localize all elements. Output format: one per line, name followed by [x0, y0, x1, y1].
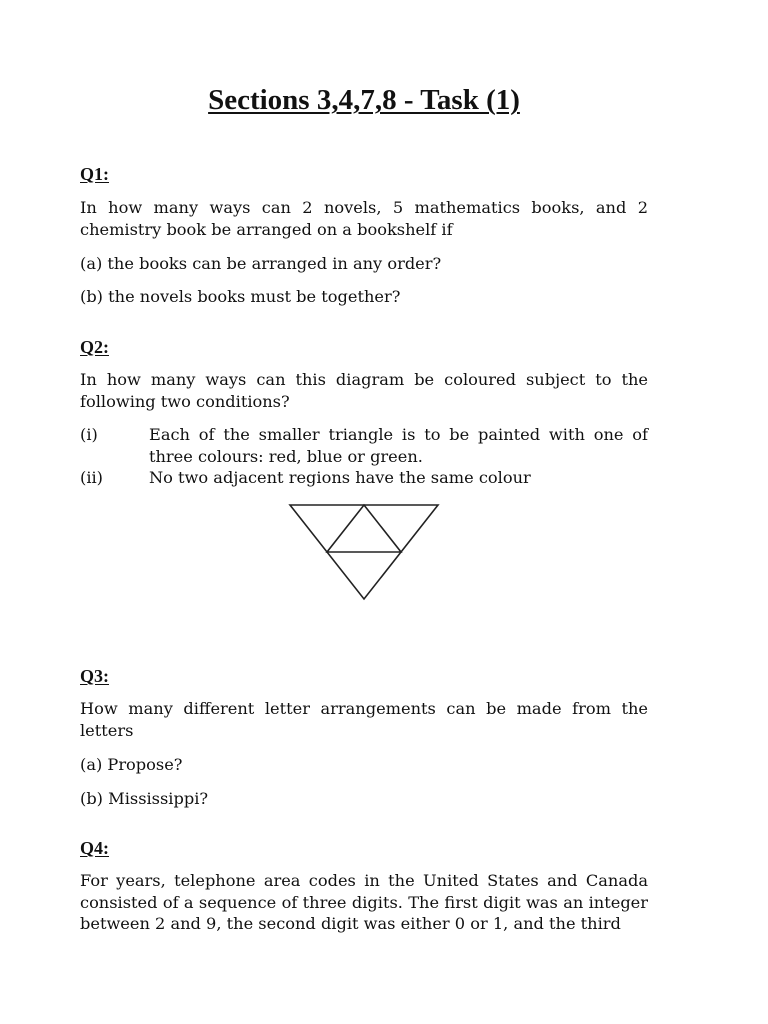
- question-3-part-a: (a) Propose?: [80, 755, 183, 774]
- condition-1-text: Each of the smaller triangle is to be painted with one of three colours: red, blue or green.: [149, 425, 648, 466]
- question-1-part-a: (a) the books can be arranged in any order?: [80, 254, 442, 273]
- question-2-heading: Q2:: [80, 337, 109, 357]
- condition-1-number: (i): [80, 425, 98, 444]
- question-1-heading: Q1:: [80, 164, 109, 184]
- page-title: Sections 3,4,7,8 - Task (1): [208, 84, 520, 116]
- condition-2-text: No two adjacent regions have the same colour: [149, 468, 531, 487]
- question-1-text: In how many ways can 2 novels, 5 mathematics books, and 2 chemistry book be arranged on a bookshelf if: [80, 198, 648, 239]
- question-4-heading: Q4:: [80, 838, 109, 858]
- question-4-text: For years, telephone area codes in the United States and Canada consisted of a sequence of three digits. The first digit was an integer between 2 and 9, the second digit was either 0 or 1, and the third: [80, 871, 648, 933]
- question-3-text: How many different letter arrangements can be made from the letters: [80, 699, 648, 740]
- question-3-heading: Q3:: [80, 666, 109, 686]
- question-2-text: In how many ways can this diagram be coloured subject to the following two conditions?: [80, 370, 648, 411]
- condition-2-number: (ii): [80, 468, 103, 487]
- question-1-part-b: (b) the novels books must be together?: [80, 287, 401, 306]
- question-3-part-b: (b) Mississippi?: [80, 789, 209, 808]
- inner-triangle: [327, 505, 401, 552]
- triangle-diagram-icon: [288, 503, 440, 603]
